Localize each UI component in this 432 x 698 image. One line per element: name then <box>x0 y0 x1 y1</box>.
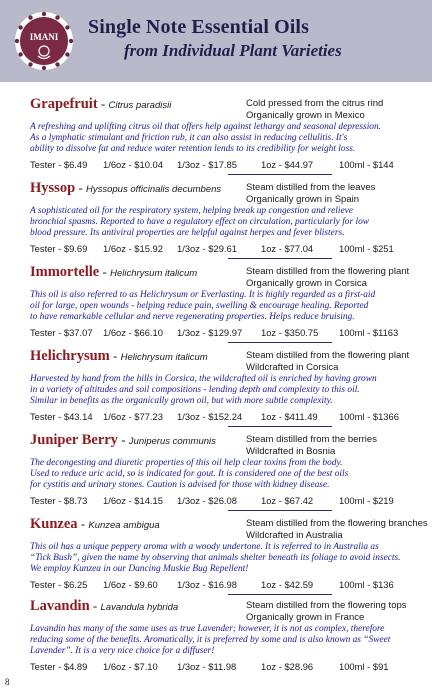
logo-text: IMANI <box>29 32 59 42</box>
method-line: Steam distilled from the flowering plant <box>246 350 410 361</box>
divider-rule <box>228 510 332 511</box>
product-name-line: Immortelle - Helichrysum italicum <box>30 264 198 280</box>
method-line: Steam distilled from the flowering branches <box>246 518 428 529</box>
origin-line: Organically grown in Spain <box>246 194 360 205</box>
price-tester: Tester - $6.49 <box>30 159 88 170</box>
product-description <box>30 290 420 323</box>
price-sixth-oz: 1/6oz - $15.92 <box>103 243 163 254</box>
product-method <box>246 518 428 542</box>
method-line: Steam distilled from the flowering plant <box>246 266 410 277</box>
product-name-line: Lavandin - Lavandula hybrida <box>30 598 179 614</box>
product-description <box>30 206 420 239</box>
price-one-oz: 1oz - $350.75 <box>261 327 319 338</box>
product-method <box>246 600 407 624</box>
price-row <box>30 411 425 423</box>
divider-rule <box>228 174 332 175</box>
product-name-line: Kunzea - Kunzea ambigua <box>30 516 160 532</box>
divider-rule <box>228 426 332 427</box>
product-kunzea <box>0 516 432 600</box>
divider-rule <box>228 594 332 595</box>
product-latin: Citrus paradisii <box>108 100 172 111</box>
price-100ml: 100ml - $251 <box>339 243 394 254</box>
price-third-oz: 1/3oz - $16.98 <box>177 579 237 590</box>
price-tester: Tester - $43.14 <box>30 411 93 422</box>
product-latin: Helichrysum italicum <box>110 268 198 279</box>
description-line: Used to reduce uric acid, so is indicated for gout. It is considered one of the best oils <box>30 469 349 479</box>
product-helichrysum <box>0 348 432 432</box>
page-title: Single Note Essential Oils <box>88 16 309 38</box>
description-line: A refreshing and uplifting citrus oil that offers help against lethargy and seasonal depression. <box>30 122 382 132</box>
price-one-oz: 1oz - $44.97 <box>261 159 314 170</box>
product-name-line: Hyssop - Hyssopus officinalis decumbens <box>30 180 222 196</box>
origin-line: Wildcrafted in Bosnia <box>246 446 336 457</box>
product-description <box>30 458 420 491</box>
page-subtitle: from Individual Plant Varieties <box>124 41 342 60</box>
description-line: A sophisticated oil for the respiratory system, helping break up congestion and relieve <box>30 206 353 216</box>
origin-line: Wildcrafted in Australia <box>246 530 343 541</box>
divider-rule <box>228 342 332 343</box>
price-sixth-oz: 1/6oz - $10.04 <box>103 159 163 170</box>
price-tester: Tester - $8.73 <box>30 495 88 506</box>
description-line: blood pressure. Its antiviral properties are helpful against herpes and fever blisters. <box>30 228 345 238</box>
price-sixth-oz: 1/6oz - $77.23 <box>103 411 163 422</box>
product-description <box>30 374 420 407</box>
price-row <box>30 579 425 591</box>
description-line: “Tick Bush”, given the name by observing that animals shelter beneath its foliage to avoid insects. <box>30 553 401 563</box>
price-third-oz: 1/3oz - $26.08 <box>177 495 237 506</box>
price-100ml: 100ml - $219 <box>339 495 394 506</box>
product-juniper-berry <box>0 432 432 516</box>
product-immortelle <box>0 264 432 348</box>
description-line: This oil is also referred to as Helichrysum or Everlasting. It is highly regarded as a first-aid <box>30 290 376 300</box>
price-one-oz: 1oz - $28.96 <box>261 661 314 672</box>
product-name: Kunzea <box>30 516 78 532</box>
description-line: Lavandin has many of the same uses as true Lavender; however, it is not as complex, therefore <box>30 624 385 634</box>
product-name: Lavandin <box>30 598 90 614</box>
imani-logo-icon <box>12 9 76 73</box>
product-name-line: Helichrysum - Helichrysum italicum <box>30 348 208 364</box>
product-hyssop <box>0 180 432 264</box>
price-row <box>30 661 425 673</box>
divider-rule <box>228 258 332 259</box>
description-line: ability to dissolve fat and reduce water retention lends to its credibility for weight loss. <box>30 144 356 154</box>
description-line: The decongesting and diuretic properties of this oil help clear toxins from the body. <box>30 458 343 468</box>
price-third-oz: 1/3oz - $11.98 <box>177 661 237 672</box>
product-description <box>30 624 420 657</box>
product-latin: Lavandula hybrida <box>100 602 179 613</box>
price-sixth-oz: 1/6oz - $9.60 <box>103 579 158 590</box>
product-name: Grapefruit <box>30 96 98 112</box>
price-third-oz: 1/3oz - $129.97 <box>177 327 243 338</box>
description-line: oil for large, open wounds - helping reduce pain, swelling & encourage healing. Reported <box>30 301 369 311</box>
page-number: 8 <box>5 677 10 687</box>
price-tester: Tester - $6.25 <box>30 579 88 590</box>
description-line: Lavender”. It is a very nice choice for a diffuser! <box>30 646 215 656</box>
price-one-oz: 1oz - $42.59 <box>261 579 314 590</box>
description-line: for cystitis and urinary stones. Caution is advised for those with kidney disease. <box>30 480 330 490</box>
price-100ml: 100ml - $91 <box>339 661 389 672</box>
method-line: Cold pressed from the citrus rind <box>246 98 384 109</box>
price-tester: Tester - $37.07 <box>30 327 93 338</box>
description-line: bronchial spasms. Reported to have a regulatory effect on circulation, particularly for low <box>30 217 370 227</box>
product-description <box>30 122 420 155</box>
price-one-oz: 1oz - $77.04 <box>261 243 314 254</box>
product-name-line: Grapefruit - Citrus paradisii <box>30 96 172 112</box>
product-method <box>246 434 377 458</box>
product-name: Juniper Berry <box>30 432 118 448</box>
price-row <box>30 243 425 255</box>
description-line: in a variety of altitudes and soil compositions - lending depth and complexity to this oil. <box>30 385 360 395</box>
description-line: As a lymphatic stimulant and friction rub, it can also assist in reducing cellulitis. It's <box>30 133 348 143</box>
product-name: Immortelle <box>30 264 100 280</box>
price-row <box>30 159 425 171</box>
product-name-line: Juniper Berry - Juniperus communis <box>30 432 216 448</box>
product-method <box>246 266 409 290</box>
origin-line: Organically grown in Mexico <box>246 110 365 121</box>
price-row <box>30 495 425 507</box>
page-header <box>0 0 432 82</box>
description-line: We employ Kunzea in our Dancing Muskie Bug Repellent! <box>30 564 249 574</box>
product-lavandin <box>0 598 432 682</box>
price-sixth-oz: 1/6oz - $7.10 <box>103 661 158 672</box>
product-method <box>246 350 409 374</box>
product-description <box>30 542 420 575</box>
origin-line: Organically grown in Corsica <box>246 278 367 289</box>
product-latin: Helichrysum italicum <box>120 352 208 363</box>
product-method <box>246 98 383 122</box>
price-100ml: 100ml - $144 <box>339 159 394 170</box>
price-tester: Tester - $9.69 <box>30 243 88 254</box>
origin-line: Organically grown in France <box>246 612 365 623</box>
product-method <box>246 182 375 206</box>
method-line: Steam distilled from the flowering tops <box>246 600 407 611</box>
description-line: reducing some of the benefits. Aromatically, it is preferred by some and is also known as “Sweet <box>30 635 391 645</box>
price-third-oz: 1/3oz - $17.85 <box>177 159 237 170</box>
product-latin: Juniperus communis <box>128 436 216 447</box>
price-third-oz: 1/3oz - $29.61 <box>177 243 237 254</box>
product-name: Helichrysum <box>30 348 110 364</box>
price-one-oz: 1oz - $411.49 <box>261 411 318 422</box>
price-sixth-oz: 1/6oz - $14.15 <box>103 495 163 506</box>
price-100ml: 100ml - $1366 <box>339 411 399 422</box>
price-third-oz: 1/3oz - $152.24 <box>177 411 243 422</box>
price-row <box>30 327 425 339</box>
method-line: Steam distilled from the leaves <box>246 182 376 193</box>
origin-line: Wildcrafted in Corsica <box>246 362 339 373</box>
description-line: This oil has a unique peppery aroma with a woody undertone. It is referred to in Australia as <box>30 542 379 552</box>
price-100ml: 100ml - $136 <box>339 579 394 590</box>
description-line: Similar in benefits as the organically grown oil, but with more subtle complexity. <box>30 396 333 406</box>
product-latin: Kunzea ambigua <box>88 520 160 531</box>
price-one-oz: 1oz - $67.42 <box>261 495 314 506</box>
product-latin: Hyssopus officinalis decumbens <box>85 184 222 195</box>
product-grapefruit <box>0 96 432 180</box>
description-line: Harvested by hand from the hills in Corsica, the wildcrafted oil is enriched by having grown <box>30 374 377 384</box>
method-line: Steam distilled from the berries <box>246 434 377 445</box>
price-sixth-oz: 1/6oz - $66.10 <box>103 327 163 338</box>
price-100ml: 100ml - $1163 <box>339 327 399 338</box>
description-line: to have remarkable cellular and nerve regenerating properties. Helps reduce bruising. <box>30 312 355 322</box>
price-tester: Tester - $4.89 <box>30 661 88 672</box>
product-name: Hyssop <box>30 180 76 196</box>
